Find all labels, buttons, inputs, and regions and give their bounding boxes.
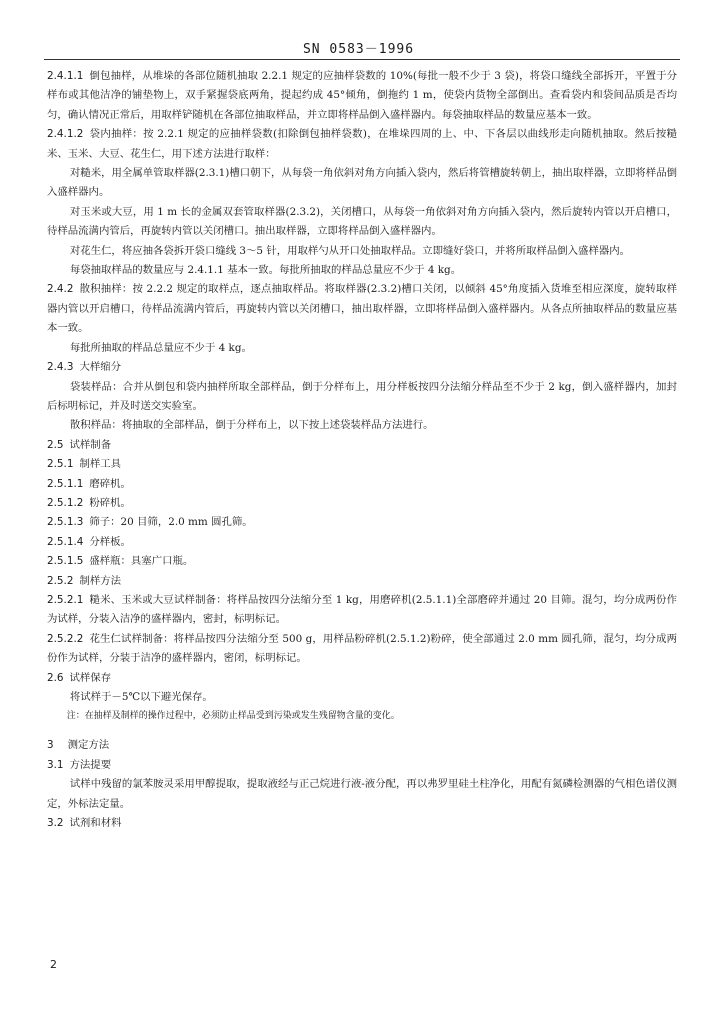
paragraph-text: 倒包抽样，从堆垛的各部位随机抽取 2.2.1 规定的应抽样袋数的 10%(每批一般不少于 3 袋)，将袋口缝线全部拆开，平置于分样布或其他洁净的铺垫物上，双手紧握袋底两角，提起约成 45°倾角，倒拖约 1 m，使袋内货物全部倒出。查看袋内和袋间品质是否均匀，确认情况正常后，用取样铲随机在各部位抽取样品，并立即将样品倒入盛样器内。每袋抽取样品的数量应基本一致。 bbox=[47, 70, 677, 121]
clause-number: 3 bbox=[47, 739, 54, 752]
numbered-paragraph bbox=[47, 814, 677, 833]
paragraph-text: 袋装样品：合并从倒包和袋内抽样所取全部样品，倒于分样布上，用分样板按四分法缩分样品至不少于 2 kg，倒入盛样器内，加封后标明标记，并及时送交实验室。 bbox=[47, 380, 677, 412]
clause-number: 2.4.1.1 bbox=[47, 70, 84, 82]
numbered-paragraph bbox=[47, 67, 677, 125]
paragraph-text: 试剂和材料 bbox=[69, 817, 122, 830]
paragraph-text: 将试样于－5℃以下避光保存。 bbox=[69, 691, 213, 703]
numbered-paragraph bbox=[47, 436, 677, 455]
numbered-paragraph bbox=[47, 552, 677, 571]
paragraph-text: 大样缩分 bbox=[79, 361, 122, 374]
numbered-paragraph bbox=[47, 494, 677, 513]
clause-number: 2.5.1 bbox=[47, 458, 74, 471]
numbered-paragraph bbox=[47, 630, 677, 669]
paragraph-text: 制样方法 bbox=[79, 574, 122, 587]
paragraph-text: 试样制备 bbox=[69, 438, 112, 451]
paragraph bbox=[47, 164, 677, 203]
clause-number: 2.4.3 bbox=[47, 361, 74, 374]
clause-number: 3.2 bbox=[47, 817, 64, 830]
numbered-paragraph bbox=[47, 513, 677, 532]
page-number: 2 bbox=[50, 958, 57, 971]
numbered-paragraph bbox=[47, 591, 677, 630]
numbered-paragraph bbox=[47, 455, 677, 474]
paragraph bbox=[47, 688, 677, 707]
paragraph-text: 试样保存 bbox=[69, 671, 112, 684]
numbered-paragraph bbox=[47, 572, 677, 591]
clause-number: 2.5.1.5 bbox=[47, 555, 84, 568]
paragraph-text: 对糙米，用全属单管取样器(2.3.1)槽口朝下，从每袋一角依斜对角方向插入袋内，然后将管槽旋转朝上，抽出取样器，立即将样品倒入盛样器内。 bbox=[47, 167, 677, 199]
paragraph bbox=[47, 261, 677, 280]
numbered-paragraph bbox=[47, 475, 677, 494]
note-paragraph bbox=[47, 707, 677, 726]
clause-number: 3.1 bbox=[47, 758, 64, 771]
paragraph bbox=[47, 242, 677, 261]
paragraph-text: 每袋抽取样品的数量应与 2.4.1.1 基本一致。每批所抽取的样品总量应不少于 4 kg。 bbox=[69, 264, 462, 277]
numbered-paragraph bbox=[47, 280, 677, 338]
clause-number: 2.6 bbox=[47, 671, 64, 684]
numbered-paragraph bbox=[47, 533, 677, 552]
paragraph-text: 盛样瓶：具塞广口瓶。 bbox=[89, 555, 194, 568]
clause-number: 2.5.1.1 bbox=[47, 477, 84, 490]
paragraph-text: 磨碎机。 bbox=[89, 477, 131, 490]
paragraph bbox=[47, 339, 677, 358]
paragraph bbox=[47, 378, 677, 417]
paragraph-text: 方法提要 bbox=[69, 758, 112, 771]
paragraph-text: 花生仁试样制备：将样品按四分法缩分至 500 g，用样品粉碎机(2.5.1.2)粉碎，使全部通过 2.0 mm 圆孔筛，混匀，均分成两份作为试样，分装于洁净的盛样器内，密闭，标明标记。 bbox=[47, 632, 677, 665]
clause-number: 2.5.2 bbox=[47, 574, 74, 587]
paragraph bbox=[47, 203, 677, 242]
document-body bbox=[47, 67, 677, 833]
clause-number: 2.4.1.2 bbox=[47, 128, 84, 141]
numbered-paragraph bbox=[47, 125, 677, 164]
numbered-paragraph bbox=[47, 756, 677, 775]
paragraph-text: 试样中残留的氯苯胺灵采用甲醇提取，提取液经与正己烷进行液-液分配，再以弗罗里硅土柱净化，用配有氮磷检测器的气相色谱仪测定，外标法定量。 bbox=[47, 778, 677, 810]
clause-number: 2.5.1.4 bbox=[47, 535, 84, 548]
clause-number: 2.5.2.1 bbox=[47, 593, 84, 606]
paragraph-text: 测定方法 bbox=[67, 739, 110, 752]
numbered-paragraph bbox=[47, 358, 677, 377]
paragraph-text: 每批所抽取的样品总量应不少于 4 kg。 bbox=[69, 341, 252, 354]
clause-number: 2.5.1.3 bbox=[47, 516, 84, 529]
numbered-paragraph bbox=[47, 736, 677, 755]
paragraph-text: 制样工具 bbox=[79, 458, 122, 471]
paragraph-text: 散积样品：将抽取的全部样品，倒于分样布上，以下按上述袋装样品方法进行。 bbox=[69, 419, 434, 432]
paragraph-text: 散积抽样：按 2.2.2 规定的取样点，逐点抽取样品。将取样器(2.3.2)槽口关闭，以倾斜 45°角度插入货堆至相应深度，旋转取样器内管以开启槽口，待样品流满内管后，再旋转内管以关闭槽口，抽出取样器，立即将样品倒入盛样器内。从各点所抽取样品的数量应基本一致。 bbox=[47, 283, 677, 335]
clause-number: 2.5.1.2 bbox=[47, 496, 84, 509]
paragraph-text: 对花生仁，将应抽各袋拆开袋口缝线 3～5 针，用取样勺从开口处抽取样品。立即缝好袋口，并将所取样品倒入盛样器内。 bbox=[69, 244, 631, 257]
paragraph-text: 对玉米或大豆，用 1 m 长的金属双套管取样器(2.3.2)，关闭槽口，从每袋一角依斜对角方向插入袋内，然后旋转内管以开启槽口，待样品流满内管后，再旋转内管以关闭槽口。抽出取样器，立即将样品倒入盛样器内。 bbox=[47, 205, 677, 238]
paragraph-text: 粉碎机。 bbox=[89, 496, 131, 509]
paragraph bbox=[47, 416, 677, 435]
clause-number: 2.5.2.2 bbox=[47, 632, 84, 645]
clause-number: 2.4.2 bbox=[47, 283, 74, 296]
paragraph-text: 筛子：20 目筛，2.0 mm 圆孔筛。 bbox=[89, 516, 253, 529]
paragraph-text: 注：在抽样及制样的操作过程中，必须防止样品受到污染或发生残留物含量的变化。 bbox=[66, 711, 400, 722]
clause-number: 2.5 bbox=[47, 438, 64, 451]
paragraph-text: 袋内抽样：按 2.2.1 规定的应抽样袋数(扣除倒包抽样袋数)，在堆垛四周的上、中、下各层以曲线形走向随机抽取。然后按糙米、玉米、大豆、花生仁，用下述方法进行取样： bbox=[47, 128, 677, 160]
header-rule bbox=[44, 59, 680, 60]
paragraph bbox=[47, 775, 677, 814]
numbered-paragraph bbox=[47, 669, 677, 688]
paragraph-text: 分样板。 bbox=[89, 535, 131, 548]
standard-number-header: SN 0583－1996 bbox=[302, 42, 415, 57]
paragraph-text: 糙米、玉米或大豆试样制备：将样品按四分法缩分至 1 kg，用磨碎机(2.5.1.1)全部磨碎并通过 20 目筛。混匀，均分成两份作为试样，分装入洁净的盛样器内，密封，标明标记。 bbox=[47, 593, 677, 626]
